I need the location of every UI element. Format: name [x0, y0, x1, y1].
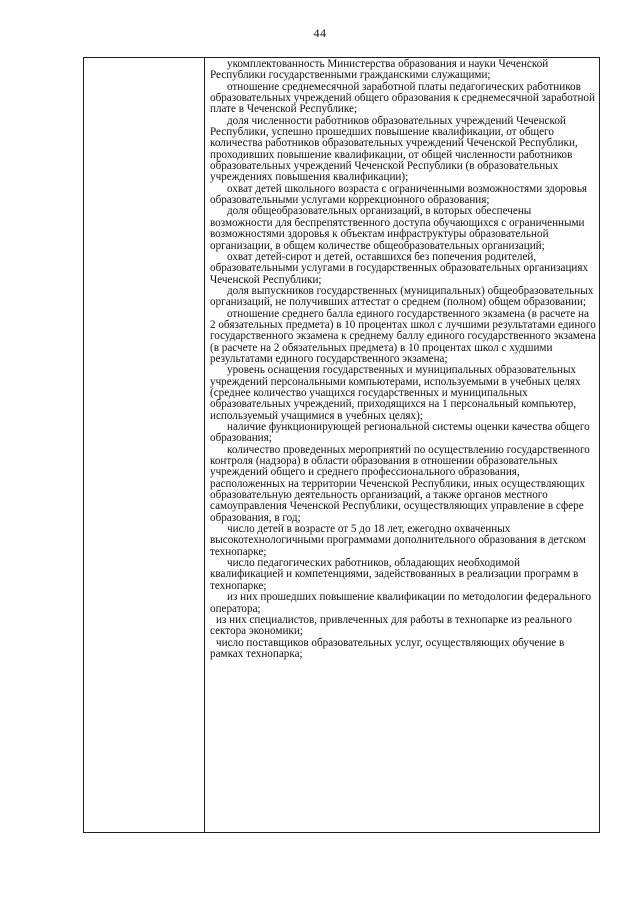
indicator-item: доля выпускников государственных (муниципальных) общеобразовательных организаций, не получивших аттестат о среднем (полном) общем образовании;	[210, 284, 594, 309]
indicator-item: число педагогических работников, обладающих необходимой квалификацией и компетенциями, задействованных в реализации программ в технопарке;	[210, 557, 579, 592]
indicator-item: уровень оснащения государственных и муниципальных образовательных учреждений персональными компьютерами, используемыми в учебных целях (среднее количество учащихся государственных и муниципальных образовательных учреждений, приходящихся на 1 персональный компьютер, используемый учащимися в учебных целях);	[210, 364, 581, 422]
indicator-item: отношение среднего балла единого государственного экзамена (в расчете на 2 обязательных предмета) в 10 процентах школ с лучшими результатами единого государственного экзамена к среднему баллу единого государственного экзамена (в расчете на 2 обязательных предмета) в 10 процентах школ с худшими результатами единого государственного экзамена;	[210, 307, 596, 365]
indicator-item: число детей в возрасте от 5 до 18 лет, ежегодно охваченных высокотехнологичными программами дополнительного образования в детском технопарке;	[210, 523, 586, 558]
indicator-item: охват детей-сирот и детей, оставшихся без попечения родителей, образовательными услугами в государственных образовательных организациях Чеченской Республики;	[210, 250, 589, 286]
table-right-column	[206, 58, 599, 832]
indicator-item: охват детей школьного возраста с ограниченными возможностями здоровья образовательными услугами коррекционного образования;	[210, 182, 588, 207]
indicator-item: число поставщиков образовательных услуг, осуществляющих обучение в рамках технопарка;	[210, 636, 565, 660]
indicator-item: доля численности работников образовательных учреждений Чеченской Республики, успешно прошедших повышение квалификации, от общего количества работников образовательных учреждений Чеченской Республики, проходивших повышение квалификации, от общей численности работников образовательных учреждений Чеченской Республики (в образовательных учреждениях повышения квалификации);	[210, 114, 578, 184]
indicator-item: укомплектованность Министерства образования и науки Чеченской Республики государственными гражданскими служащими;	[210, 58, 549, 82]
indicator-item: отношение среднемесячной заработной платы педагогических работников образовательных учреждений общего образования к среднемесячной заработной плате в Чеченской Республике;	[210, 80, 595, 116]
indicator-item: количество проведенных мероприятий по осуществлению государственного контроля (надзора) в области образования в отношении образовательных учреждений общего и среднего профессионального образования, расположенных на территории Чеченской Республики, иных осуществляющих образовательную деятельность организаций, а также органов местного самоуправления Чеченской Республики, осуществляющих управление в сфере образования, в год;	[210, 443, 590, 524]
indicator-table	[83, 57, 600, 833]
indicator-item: из них специалистов, привлеченных для работы в технопарке из реального сектора экономики;	[210, 613, 572, 638]
indicator-item: наличие функционирующей региональной системы оценки качества общего образования;	[210, 421, 590, 445]
table-left-column	[84, 58, 205, 832]
indicator-item: доля общеобразовательных организаций, в которых обеспечены возможности для беспрепятственного доступа обучающихся с ограниченными возможностями здоровья к объектам инфраструктуры образовательной организации, в общем количестве общеобразовательных организаций;	[210, 205, 585, 252]
indicator-item: из них прошедших повышение квалификации по методологии федерального оператора;	[210, 591, 592, 615]
page-number: 44	[313, 26, 327, 40]
